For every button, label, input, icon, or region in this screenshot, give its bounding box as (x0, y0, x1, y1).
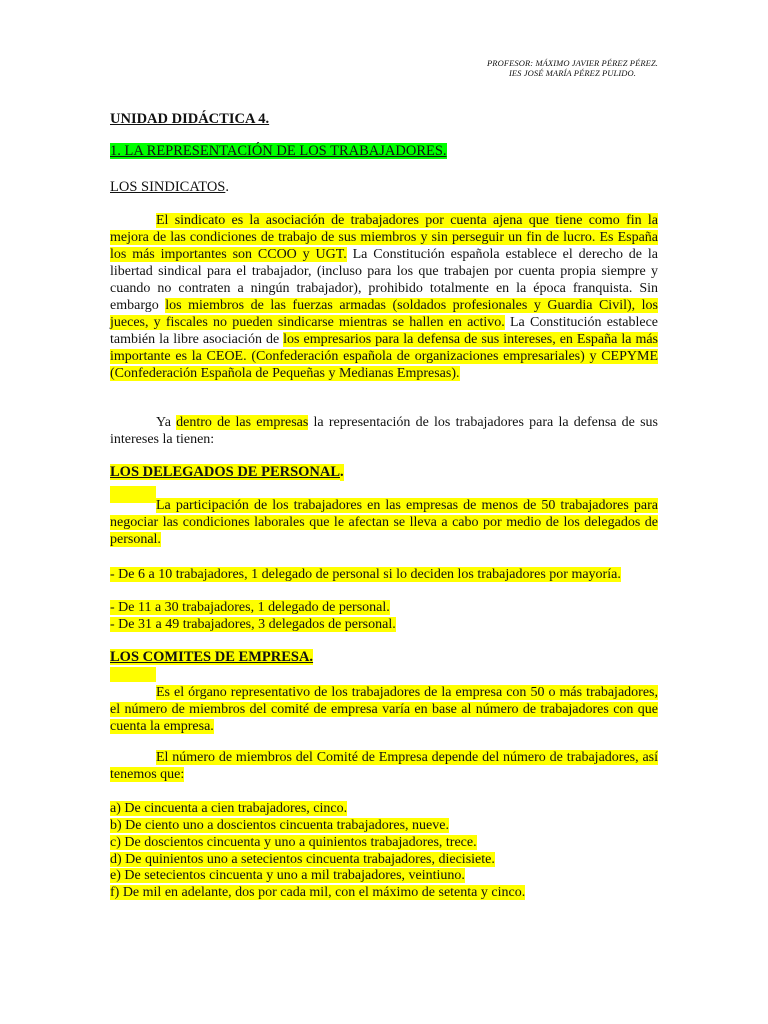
delegados-heading (110, 464, 344, 481)
section-title (110, 143, 447, 160)
delegados-item (110, 566, 658, 583)
sindicatos-paragraph-1 (110, 212, 658, 382)
delegados-heading-dot: . (340, 464, 344, 480)
sindicatos-definition: El sindicato es la asociación de trabajadores por cuenta ajena que tiene como fin la mejora de las condiciones de trabajo de sus miembros y sin perseguir un fin de lucro. Es España los más importantes son CCOO y UGT. (110, 213, 658, 262)
sindicatos-heading-text: LOS SINDICATOS (110, 179, 226, 195)
comites-heading-text: LOS COMITES DE EMPRESA. (110, 649, 314, 665)
comites-item (110, 884, 525, 901)
comites-item-text: d) De quinientos uno a setecientos cincuenta trabajadores, diecisiete. (110, 852, 495, 867)
comites-item-text: b) De ciento uno a doscientos cincuenta trabajadores, nueve. (110, 818, 449, 833)
comites-item (110, 851, 495, 868)
comites-item (110, 834, 477, 851)
delegados-item-text: - De 11 a 30 trabajadores, 1 delegado de personal. (110, 600, 390, 615)
unit-title: UNIDAD DIDÁCTICA 4. (110, 111, 270, 127)
sindicatos-p2-start: Ya (156, 415, 177, 430)
sindicatos-p2-highlight: dentro de las empresas (176, 415, 309, 430)
delegados-item-text: - De 31 a 49 trabajadores, 3 delegados de personal. (110, 617, 396, 632)
delegados-item-text: - De 6 a 10 trabajadores, 1 delegado de personal si lo deciden los trabajadores por mayoría. (110, 567, 621, 582)
comites-paragraph-1-text: Es el órgano representativo de los trabajadores de la empresa con 50 o más trabajadores, el número de miembros del comité de empresa varía en base al número de trabajadores con que cuenta la empresa. (110, 685, 658, 734)
comites-item (110, 867, 465, 884)
comites-item (110, 800, 347, 817)
comites-item-text: e) De setecientos cincuenta y uno a mil trabajadores, veintiuno. (110, 868, 465, 883)
sindicatos-paragraph-2 (110, 414, 658, 448)
sindicatos-p2-end: la representación de los trabajadores para la defensa de sus intereses la tienen: (110, 415, 658, 447)
delegados-item (110, 599, 390, 616)
sindicatos-heading (110, 179, 229, 196)
comites-paragraph-2 (110, 749, 658, 783)
comites-paragraph-1 (110, 684, 658, 735)
header-professor: PROFESOR: MÁXIMO JAVIER PÉREZ PÉREZ. (487, 58, 658, 68)
comites-highlight-marker (110, 667, 156, 682)
sindicatos-employers: los empresarios para la defensa de sus intereses, en España la más importante es la CEOE. (Confederación española de organizaciones empresariales) y CEPYME (Confederación Española de Pequeñas y Medianas Empresas). (110, 332, 659, 381)
section-title-text: 1. LA REPRESENTACIÓN DE LOS TRABAJADORES. (110, 143, 447, 159)
comites-paragraph-2-text: El número de miembros del Comité de Empresa depende del número de trabajadores, así tenemos que: (110, 750, 658, 782)
delegados-heading-text: LOS DELEGADOS DE PERSONAL (110, 464, 341, 480)
comites-heading (110, 649, 313, 666)
comites-item (110, 817, 449, 834)
comites-item-text: f) De mil en adelante, dos por cada mil, con el máximo de setenta y cinco. (110, 885, 526, 900)
sindicatos-exclusions: los miembros de las fuerzas armadas (soldados profesionales y Guardia Civil), los jueces, y fiscales no pueden sindicarse mientras se hallen en activo. (110, 298, 658, 330)
comites-item-text: c) De doscientos cincuenta y uno a quinientos trabajadores, trece. (110, 835, 477, 850)
delegados-paragraph-text: La participación de los trabajadores en las empresas de menos de 50 trabajadores para negociar las condiciones laborales que le afectan se lleva a cabo por medio de los delegados de personal. (110, 498, 658, 547)
sindicatos-association: La Constitución establece también la libre asociación de (110, 315, 658, 347)
sindicatos-constitution: La Constitución española establece el derecho de la libertad sindical para el trabajador, (incluso para los que trabajen por cuenta propia siempre y cuando no contraten a ningún trabajador), prohibido totalmente en la época franquista. Sin embargo (110, 247, 658, 313)
delegados-paragraph (110, 497, 658, 548)
sindicatos-heading-dot: . (225, 179, 229, 195)
delegados-item (110, 616, 396, 633)
comites-item-text: a) De cincuenta a cien trabajadores, cinco. (110, 801, 348, 816)
header-school: IES JOSÉ MARÍA PÉREZ PULIDO. (508, 68, 636, 78)
